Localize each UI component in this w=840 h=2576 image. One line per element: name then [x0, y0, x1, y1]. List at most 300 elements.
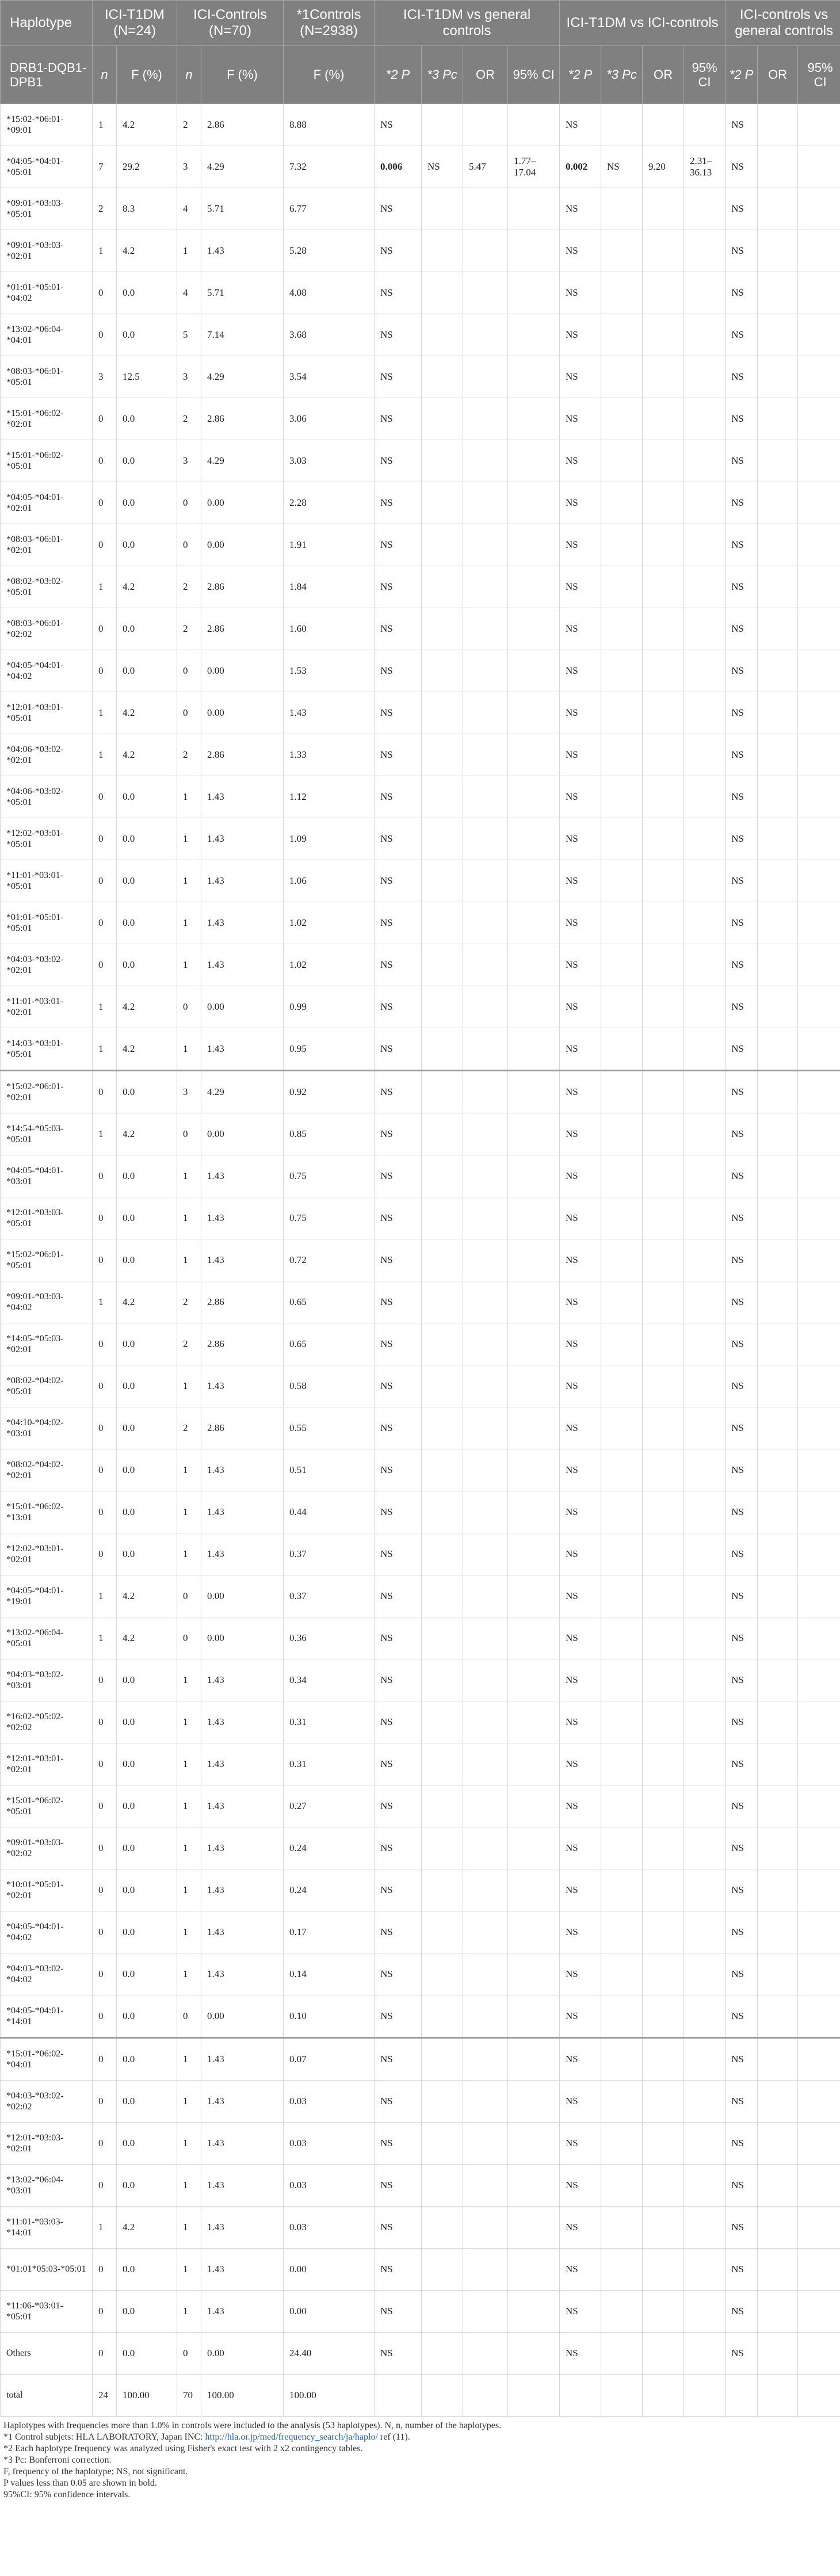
p-t1dm-vs-general-cell: NS	[375, 2081, 422, 2123]
col-group-ici-vs-general: ICI-controls vs general controls	[726, 1, 840, 46]
pc-t1dm-vs-general-cell	[422, 1911, 463, 1953]
or-ici-vs-general-cell	[758, 1701, 798, 1743]
f-controls-cell: 0.31	[284, 1701, 375, 1743]
n-ici-t1dm-cell: 0	[93, 482, 117, 524]
pc-t1dm-vs-ici-cell	[601, 1281, 643, 1323]
n-ici-t1dm-cell: 0	[93, 2291, 117, 2333]
n-ici-controls-cell: 0	[177, 1995, 201, 2038]
p-t1dm-vs-general-cell: NS	[375, 482, 422, 524]
haplotype-cell: *04:03-*03:02-*04:02	[1, 1953, 93, 1995]
or-ici-vs-general-cell	[758, 482, 798, 524]
f-controls-cell: 5.28	[284, 230, 375, 272]
f-ici-t1dm-cell: 0.0	[117, 398, 177, 440]
f-controls-cell: 0.65	[284, 1281, 375, 1323]
n-ici-t1dm-cell: 0	[93, 2249, 117, 2291]
pc-t1dm-vs-general-cell	[422, 1491, 463, 1533]
haplotype-cell: *13:02-*06:04-*05:01	[1, 1617, 93, 1659]
table-row	[1, 230, 840, 272]
pc-t1dm-vs-general-cell	[422, 1323, 463, 1365]
or-t1dm-vs-ici-cell	[643, 1239, 684, 1281]
ci-t1dm-vs-ici-cell	[684, 272, 726, 314]
pc-t1dm-vs-ici-cell	[601, 2249, 643, 2291]
p2-label: *2 P	[568, 67, 593, 82]
n-ici-controls-cell: 2	[177, 1407, 201, 1449]
or-t1dm-vs-general-cell	[463, 2249, 508, 2291]
ci-t1dm-vs-general-cell	[508, 1449, 560, 1491]
f-ici-controls-cell: 1.43	[201, 1911, 284, 1953]
haplotype-cell: *13:02-*06:04-*03:01	[1, 2165, 93, 2207]
pc-t1dm-vs-ici-cell	[601, 1449, 643, 1491]
or-t1dm-vs-general-cell	[463, 1533, 508, 1575]
f-controls-cell: 4.08	[284, 272, 375, 314]
p-t1dm-vs-general-cell: NS	[375, 608, 422, 650]
ci-t1dm-vs-ici-cell	[684, 1995, 726, 2038]
ci-ici-vs-general-cell	[798, 1491, 840, 1533]
f-ici-t1dm-cell: 0.0	[117, 482, 177, 524]
pc-t1dm-vs-ici-cell	[601, 272, 643, 314]
haplotype-cell: *04:03-*03:02-*02:01	[1, 944, 93, 986]
pc-t1dm-vs-ici-cell	[601, 2038, 643, 2081]
or-t1dm-vs-general-cell	[463, 314, 508, 356]
col-n1	[93, 46, 117, 104]
or-t1dm-vs-ici-cell	[643, 1323, 684, 1365]
ci-ici-vs-general-cell	[798, 1113, 840, 1155]
table-row	[1, 440, 840, 482]
p-t1dm-vs-general-cell: NS	[375, 1743, 422, 1785]
f-ici-t1dm-cell: 4.2	[117, 230, 177, 272]
pc-t1dm-vs-general-cell	[422, 2249, 463, 2291]
f-ici-t1dm-cell: 0.0	[117, 1701, 177, 1743]
col-or1: OR	[463, 46, 508, 104]
ci-ici-vs-general-cell	[798, 1323, 840, 1365]
ci-ici-vs-general-cell	[798, 398, 840, 440]
f-controls-cell: 0.72	[284, 1239, 375, 1281]
table-row	[1, 1575, 840, 1617]
or-t1dm-vs-general-cell	[463, 776, 508, 818]
pc-t1dm-vs-ici-cell	[601, 692, 643, 734]
haplotype-cell: *12:01-*03:03-*05:01	[1, 1197, 93, 1239]
pc-t1dm-vs-general-cell	[422, 1239, 463, 1281]
n-ici-t1dm-cell: 1	[93, 1617, 117, 1659]
n-ici-controls-cell: 0	[177, 692, 201, 734]
ci-t1dm-vs-ici-cell	[684, 1071, 726, 1113]
pc-t1dm-vs-general-cell	[422, 1869, 463, 1911]
n-ici-controls-cell: 1	[177, 1491, 201, 1533]
col-pc2	[601, 46, 643, 104]
ci-t1dm-vs-general-cell	[508, 1827, 560, 1869]
pc-t1dm-vs-ici-cell	[601, 2123, 643, 2165]
n-ici-t1dm-cell: 0	[93, 1365, 117, 1407]
haplotype-cell: *04:10-*04:02-*03:01	[1, 1407, 93, 1449]
or-t1dm-vs-general-cell	[463, 524, 508, 566]
ci-ici-vs-general-cell	[798, 1995, 840, 2038]
haplotype-cell: *09:01-*03:03-*02:01	[1, 230, 93, 272]
table-row	[1, 314, 840, 356]
or-ici-vs-general-cell	[758, 1659, 798, 1701]
p-t1dm-vs-ici-cell: NS	[560, 2123, 601, 2165]
ci-t1dm-vs-ici-cell	[684, 650, 726, 692]
or-t1dm-vs-general-cell	[463, 2038, 508, 2081]
ci-t1dm-vs-ici-cell: 2.31–36.13	[684, 146, 726, 188]
p-ici-vs-general-cell: NS	[726, 356, 758, 398]
f-ici-controls-cell: 2.86	[201, 1323, 284, 1365]
p-ici-vs-general-cell: NS	[726, 1155, 758, 1197]
table-row	[1, 1197, 840, 1239]
f-ici-t1dm-cell: 0.0	[117, 314, 177, 356]
n-ici-controls-cell: 0	[177, 1617, 201, 1659]
f-controls-cell: 1.91	[284, 524, 375, 566]
table-row	[1, 2165, 840, 2207]
ci-t1dm-vs-ici-cell	[684, 1113, 726, 1155]
pc-t1dm-vs-ici-cell	[601, 1995, 643, 2038]
footnote-2	[3, 2432, 837, 2443]
p-ici-vs-general-cell: NS	[726, 692, 758, 734]
n-ici-t1dm-cell: 0	[93, 944, 117, 986]
or-t1dm-vs-ici-cell	[643, 2249, 684, 2291]
haplotype-cell: *08:03-*06:01-*02:02	[1, 608, 93, 650]
or-t1dm-vs-general-cell	[463, 1281, 508, 1323]
or-t1dm-vs-ici-cell	[643, 1785, 684, 1827]
ci-t1dm-vs-ici-cell	[684, 2038, 726, 2081]
pc-t1dm-vs-ici-cell	[601, 1113, 643, 1155]
p-t1dm-vs-general-cell: NS	[375, 230, 422, 272]
n-ici-controls-cell: 4	[177, 188, 201, 230]
p-t1dm-vs-general-cell: NS	[375, 1995, 422, 2038]
f-ici-controls-cell: 4.29	[201, 356, 284, 398]
ci-t1dm-vs-general-cell	[508, 2123, 560, 2165]
p-ici-vs-general-cell: NS	[726, 524, 758, 566]
table-row	[1, 902, 840, 944]
f-ici-controls-cell: 1.43	[201, 1869, 284, 1911]
ci-ici-vs-general-cell	[798, 734, 840, 776]
f-ici-controls-cell: 0.00	[201, 1617, 284, 1659]
f-controls-cell: 1.09	[284, 818, 375, 860]
pc-t1dm-vs-ici-cell	[601, 1323, 643, 1365]
p-ici-vs-general-cell: NS	[726, 734, 758, 776]
ci-t1dm-vs-ici-cell	[684, 2375, 726, 2417]
pc-t1dm-vs-ici-cell	[601, 1869, 643, 1911]
p-ici-vs-general-cell: NS	[726, 188, 758, 230]
or-ici-vs-general-cell	[758, 524, 798, 566]
ci-t1dm-vs-ici-cell	[684, 818, 726, 860]
or-t1dm-vs-ici-cell	[643, 1995, 684, 2038]
ci-t1dm-vs-general-cell	[508, 566, 560, 608]
pc-t1dm-vs-ici-cell	[601, 1785, 643, 1827]
pc-t1dm-vs-ici-cell	[601, 566, 643, 608]
ci-ici-vs-general-cell	[798, 986, 840, 1028]
ci-t1dm-vs-general-cell	[508, 2165, 560, 2207]
f-ici-t1dm-cell: 100.00	[117, 2375, 177, 2417]
p-t1dm-vs-general-cell: NS	[375, 1533, 422, 1575]
or-t1dm-vs-general-cell	[463, 1491, 508, 1533]
n-ici-t1dm-cell: 0	[93, 608, 117, 650]
p-ici-vs-general-cell: NS	[726, 1365, 758, 1407]
pc-t1dm-vs-ici-cell	[601, 1533, 643, 1575]
pc-t1dm-vs-general-cell	[422, 1617, 463, 1659]
or-t1dm-vs-ici-cell	[643, 356, 684, 398]
p-t1dm-vs-ici-cell: NS	[560, 692, 601, 734]
ci-ici-vs-general-cell	[798, 272, 840, 314]
p-ici-vs-general-cell: NS	[726, 1911, 758, 1953]
haplotype-cell: *09:01-*03:03-*04:02	[1, 1281, 93, 1323]
or-t1dm-vs-general-cell	[463, 860, 508, 902]
p-ici-vs-general-cell	[726, 2375, 758, 2417]
haplotype-cell: *15:02-*06:01-*02:01	[1, 1071, 93, 1113]
f-ici-controls-cell: 100.00	[201, 2375, 284, 2417]
or-t1dm-vs-general-cell	[463, 1785, 508, 1827]
f-ici-controls-cell: 0.00	[201, 1113, 284, 1155]
pc-t1dm-vs-general-cell	[422, 1827, 463, 1869]
n-ici-controls-cell: 0	[177, 1575, 201, 1617]
table-row	[1, 1113, 840, 1155]
or-t1dm-vs-general-cell	[463, 104, 508, 146]
footnote-2-ref: ref (11).	[377, 2432, 410, 2442]
footnote-2-text: *1 Control subjets: HLA LABORATORY, Japan INC:	[3, 2432, 205, 2442]
ci-ici-vs-general-cell	[798, 2249, 840, 2291]
or-t1dm-vs-ici-cell	[643, 2291, 684, 2333]
f-controls-cell: 0.75	[284, 1197, 375, 1239]
f-ici-controls-cell: 0.00	[201, 986, 284, 1028]
p-ici-vs-general-cell: NS	[726, 1197, 758, 1239]
ci-t1dm-vs-ici-cell	[684, 524, 726, 566]
pc-t1dm-vs-general-cell	[422, 692, 463, 734]
p-ici-vs-general-cell: NS	[726, 1617, 758, 1659]
or-t1dm-vs-general-cell	[463, 986, 508, 1028]
table-row	[1, 1155, 840, 1197]
or-t1dm-vs-general-cell	[463, 1407, 508, 1449]
col-ici-t1dm	[93, 1, 177, 46]
n-ici-controls-cell: 2	[177, 566, 201, 608]
table-row	[1, 146, 840, 188]
f-controls-cell: 1.60	[284, 608, 375, 650]
ci-t1dm-vs-ici-cell	[684, 1911, 726, 1953]
p-t1dm-vs-general-cell: NS	[375, 1323, 422, 1365]
table-row	[1, 2038, 840, 2081]
p-t1dm-vs-general-cell: NS	[375, 1113, 422, 1155]
or-t1dm-vs-ici-cell	[643, 2375, 684, 2417]
f-controls-cell: 0.51	[284, 1449, 375, 1491]
f-controls-cell: 0.14	[284, 1953, 375, 1995]
n-ici-t1dm-cell: 1	[93, 2207, 117, 2249]
n-ici-t1dm-cell: 0	[93, 272, 117, 314]
pc-t1dm-vs-general-cell	[422, 1701, 463, 1743]
haplotype-cell: *15:01-*06:02-*05:01	[1, 440, 93, 482]
ci-t1dm-vs-general-cell	[508, 314, 560, 356]
or-t1dm-vs-general-cell	[463, 902, 508, 944]
ci-ici-vs-general-cell	[798, 650, 840, 692]
or-t1dm-vs-general-cell	[463, 482, 508, 524]
ci-t1dm-vs-general-cell	[508, 1659, 560, 1701]
ci-t1dm-vs-ici-cell	[684, 398, 726, 440]
pc-t1dm-vs-general-cell	[422, 944, 463, 986]
footnote-5: F, frequency of the haplotype; NS, not significant.	[3, 2467, 188, 2476]
ci-t1dm-vs-general-cell	[508, 734, 560, 776]
ci-ici-vs-general-cell	[798, 1575, 840, 1617]
f-controls-cell: 0.75	[284, 1155, 375, 1197]
col-group-t1dm-vs-ici: ICI-T1DM vs ICI-controls	[560, 1, 726, 46]
p-t1dm-vs-ici-cell	[560, 2375, 601, 2417]
f-ici-t1dm-cell: 4.2	[117, 104, 177, 146]
p-t1dm-vs-ici-cell: NS	[560, 356, 601, 398]
ci-ici-vs-general-cell	[798, 1449, 840, 1491]
table-row	[1, 1365, 840, 1407]
table-header	[1, 1, 840, 104]
ci-t1dm-vs-general-cell	[508, 818, 560, 860]
p-t1dm-vs-general-cell: NS	[375, 1659, 422, 1701]
or-t1dm-vs-ici-cell	[643, 2165, 684, 2207]
f-ici-t1dm-cell: 0.0	[117, 1953, 177, 1995]
table-row	[1, 2291, 840, 2333]
or-ici-vs-general-cell	[758, 818, 798, 860]
f-ici-t1dm-cell: 0.0	[117, 524, 177, 566]
p-t1dm-vs-general-cell: NS	[375, 1617, 422, 1659]
ci-ici-vs-general-cell	[798, 1743, 840, 1785]
table-row	[1, 1491, 840, 1533]
n-ici-controls-cell: 3	[177, 356, 201, 398]
n-ici-t1dm-cell: 1	[93, 1575, 117, 1617]
n-ici-t1dm-cell: 2	[93, 188, 117, 230]
n-ici-t1dm-cell: 3	[93, 356, 117, 398]
table-row	[1, 2375, 840, 2417]
ci-ici-vs-general-cell	[798, 1197, 840, 1239]
f-ici-controls-cell: 1.43	[201, 944, 284, 986]
haplotype-cell: *12:01-*03:01-*05:01	[1, 692, 93, 734]
table-row	[1, 1743, 840, 1785]
ci-ici-vs-general-cell	[798, 692, 840, 734]
n-ici-t1dm-cell: 0	[93, 524, 117, 566]
or-t1dm-vs-ici-cell	[643, 1113, 684, 1155]
f-ici-controls-cell: 1.43	[201, 1785, 284, 1827]
pc-t1dm-vs-general-cell	[422, 2081, 463, 2123]
ci-t1dm-vs-ici-cell	[684, 1617, 726, 1659]
n-ici-t1dm-cell: 1	[93, 566, 117, 608]
f-ici-t1dm-cell: 0.0	[117, 1911, 177, 1953]
pc-t1dm-vs-general-cell	[422, 2375, 463, 2417]
ci-t1dm-vs-general-cell	[508, 104, 560, 146]
f-ici-controls-cell: 1.43	[201, 776, 284, 818]
or-t1dm-vs-ici-cell	[643, 398, 684, 440]
f-ici-controls-cell: 1.43	[201, 2291, 284, 2333]
pc-t1dm-vs-ici-cell	[601, 440, 643, 482]
f-ici-t1dm-cell: 0.0	[117, 1197, 177, 1239]
or-t1dm-vs-general-cell	[463, 1869, 508, 1911]
f-ici-t1dm-cell: 0.0	[117, 1449, 177, 1491]
f-ici-controls-cell: 2.86	[201, 398, 284, 440]
ici-controls-n: (N=70)	[208, 23, 252, 39]
n1-label: n	[101, 67, 108, 82]
haplotype-cell: *11:01-*03:01-*05:01	[1, 860, 93, 902]
n-ici-t1dm-cell: 0	[93, 440, 117, 482]
p-t1dm-vs-ici-cell: NS	[560, 1449, 601, 1491]
f-controls-cell: 0.34	[284, 1659, 375, 1701]
pc-t1dm-vs-general-cell	[422, 398, 463, 440]
or-t1dm-vs-general-cell	[463, 2333, 508, 2375]
n-ici-t1dm-cell: 24	[93, 2375, 117, 2417]
p-t1dm-vs-general-cell: NS	[375, 1449, 422, 1491]
p-t1dm-vs-ici-cell: NS	[560, 1071, 601, 1113]
haplotype-cell: *08:03-*06:01-*02:01	[1, 524, 93, 566]
ci-t1dm-vs-general-cell	[508, 2291, 560, 2333]
f-ici-controls-cell: 5.71	[201, 188, 284, 230]
p-t1dm-vs-general-cell: NS	[375, 440, 422, 482]
haplotype-cell: *08:02-*04:02-*05:01	[1, 1365, 93, 1407]
ci-t1dm-vs-ici-cell	[684, 2081, 726, 2123]
haplotype-cell: *08:02-*04:02-*02:01	[1, 1449, 93, 1491]
or-t1dm-vs-ici-cell	[643, 1911, 684, 1953]
p-t1dm-vs-general-cell: NS	[375, 356, 422, 398]
ci-ici-vs-general-cell	[798, 1617, 840, 1659]
n-ici-t1dm-cell: 0	[93, 1701, 117, 1743]
ci-ici-vs-general-cell	[798, 1659, 840, 1701]
p-t1dm-vs-general-cell: NS	[375, 104, 422, 146]
p-ici-vs-general-cell: NS	[726, 1281, 758, 1323]
or-ici-vs-general-cell	[758, 944, 798, 986]
f-ici-controls-cell: 2.86	[201, 104, 284, 146]
pc-t1dm-vs-ici-cell	[601, 986, 643, 1028]
ci-t1dm-vs-general-cell	[508, 1491, 560, 1533]
ci-t1dm-vs-ici-cell	[684, 566, 726, 608]
or-t1dm-vs-general-cell	[463, 1659, 508, 1701]
or-t1dm-vs-ici-cell	[643, 776, 684, 818]
col-haplotype: Haplotype	[1, 1, 93, 46]
f-controls-cell: 24.40	[284, 2333, 375, 2375]
p-ici-vs-general-cell: NS	[726, 818, 758, 860]
or-ici-vs-general-cell	[758, 2249, 798, 2291]
n-ici-t1dm-cell: 0	[93, 1533, 117, 1575]
p-t1dm-vs-ici-cell: NS	[560, 440, 601, 482]
footnote-4: *3 Pc: Bonferroni correction.	[3, 2455, 112, 2465]
or-t1dm-vs-ici-cell	[643, 104, 684, 146]
or-t1dm-vs-general-cell	[463, 1701, 508, 1743]
haplotype-cell: total	[1, 2375, 93, 2417]
table-row	[1, 2333, 840, 2375]
p-t1dm-vs-general-cell: NS	[375, 1071, 422, 1113]
pc-t1dm-vs-general-cell	[422, 1028, 463, 1071]
f-controls-cell: 1.33	[284, 734, 375, 776]
table-row	[1, 1071, 840, 1113]
p-t1dm-vs-general-cell: NS	[375, 1785, 422, 1827]
f-controls-cell: 0.37	[284, 1575, 375, 1617]
or-t1dm-vs-ici-cell	[643, 1028, 684, 1071]
pc-t1dm-vs-general-cell	[422, 314, 463, 356]
n-ici-controls-cell: 1	[177, 1869, 201, 1911]
haplotype-cell: *08:02-*03:02-*05:01	[1, 566, 93, 608]
f-ici-t1dm-cell: 0.0	[117, 1365, 177, 1407]
or-t1dm-vs-general-cell	[463, 1365, 508, 1407]
f-ici-controls-cell: 1.43	[201, 1155, 284, 1197]
f-ici-t1dm-cell: 12.5	[117, 356, 177, 398]
or-ici-vs-general-cell	[758, 314, 798, 356]
footnote-2-link[interactable]: http://hla.or.jp/med/frequency_search/ja/haplo/	[205, 2432, 378, 2442]
ci-ici-vs-general-cell	[798, 1827, 840, 1869]
or-t1dm-vs-general-cell	[463, 188, 508, 230]
n-ici-controls-cell: 0	[177, 1113, 201, 1155]
p-t1dm-vs-ici-cell: NS	[560, 1323, 601, 1365]
ci-t1dm-vs-ici-cell	[684, 1575, 726, 1617]
or-t1dm-vs-general-cell	[463, 1028, 508, 1071]
or-t1dm-vs-ici-cell	[643, 1407, 684, 1449]
f-controls-cell: 0.10	[284, 1995, 375, 2038]
ci-t1dm-vs-ici-cell	[684, 1533, 726, 1575]
pc-t1dm-vs-general-cell	[422, 1449, 463, 1491]
table-row	[1, 2123, 840, 2165]
ci-ici-vs-general-cell	[798, 1281, 840, 1323]
pc-t1dm-vs-general-cell	[422, 272, 463, 314]
ci-t1dm-vs-ici-cell	[684, 2333, 726, 2375]
f-ici-t1dm-cell: 0.0	[117, 776, 177, 818]
or-t1dm-vs-general-cell	[463, 1827, 508, 1869]
n-ici-controls-cell: 0	[177, 650, 201, 692]
